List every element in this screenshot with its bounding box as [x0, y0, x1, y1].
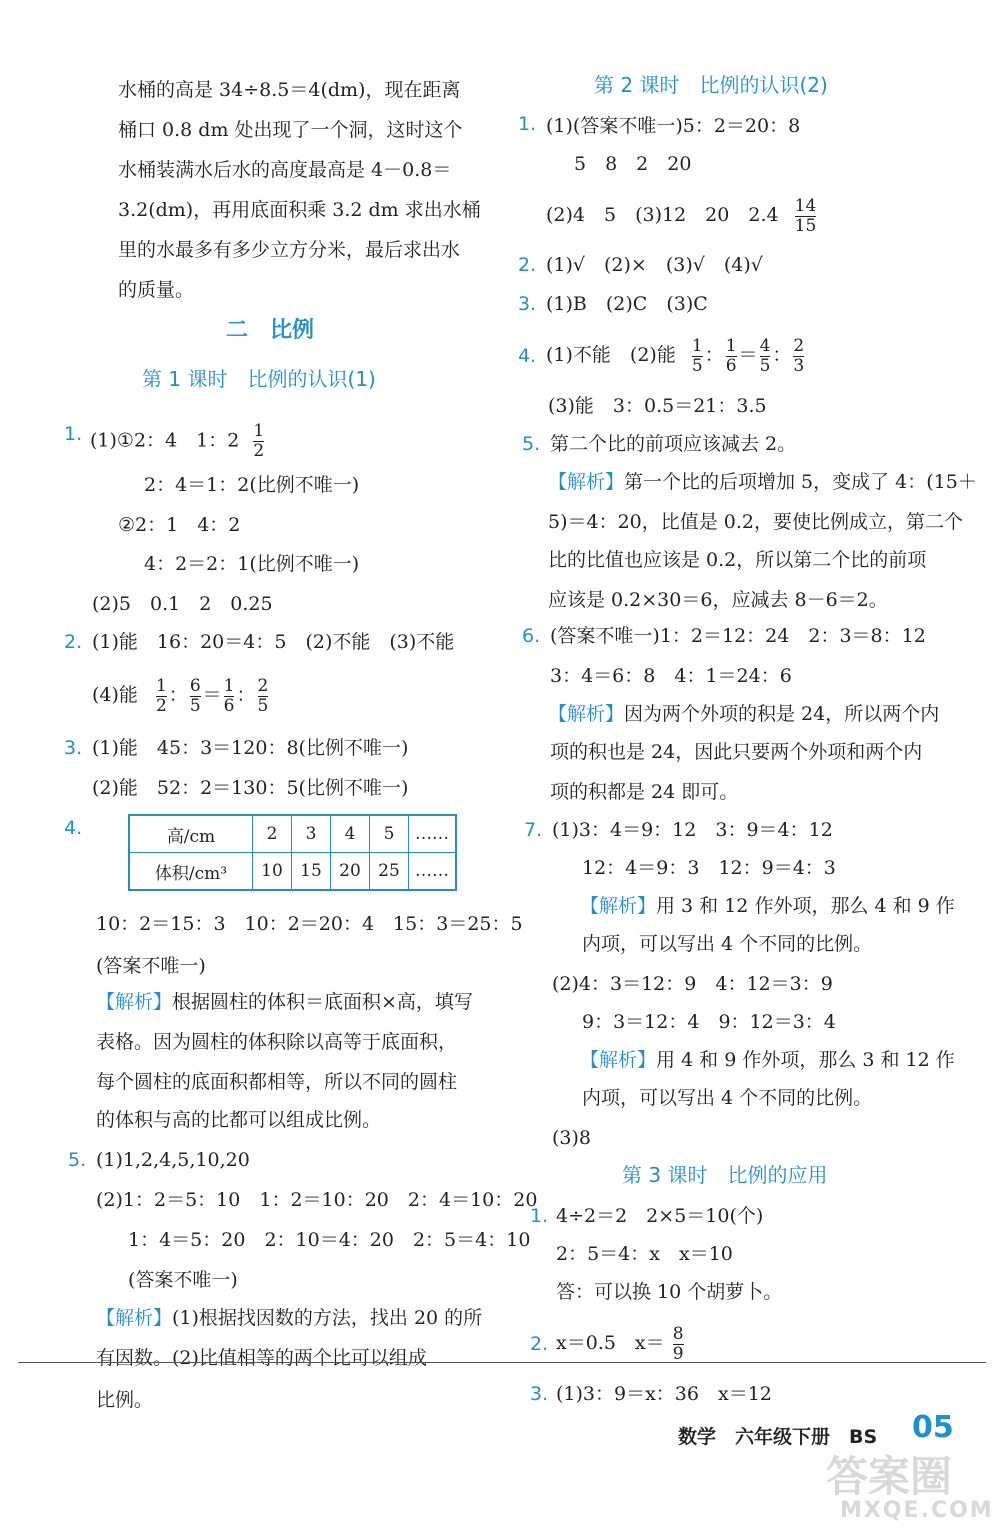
- question-number: 5.: [522, 433, 541, 455]
- lesson-title: 第 3 课时 比例的应用: [622, 1163, 828, 1187]
- question-number: 2.: [518, 254, 537, 276]
- answer-text: (1)①2：4 1：2: [90, 429, 240, 452]
- answer-line: 12：4＝9：3 12：9＝4：3: [582, 857, 836, 879]
- explanation-line: 表格。因为圆柱的体积除以高等于底面积，: [96, 1031, 458, 1053]
- height-volume-table: [128, 814, 457, 891]
- answer-line: 4÷2＝2 2×5＝10(个): [556, 1205, 764, 1227]
- answer-line: (3)8: [552, 1127, 592, 1149]
- fraction: $\frac{8}{9}$: [672, 1323, 684, 1364]
- lesson-title: 第 1 课时 比例的认识(1): [142, 367, 376, 391]
- question-number: 7.: [524, 819, 543, 841]
- question-number: 3.: [530, 1383, 549, 1405]
- explanation-line: 【解析】(1)根据找因数的方法，找出 20 的所: [96, 1307, 483, 1329]
- fraction: $\frac{4}{5}$: [759, 335, 771, 376]
- answer-line: 第二个比的前项应该减去 2。: [550, 433, 797, 455]
- footer-subject: 数学 六年级下册 BS: [678, 1426, 878, 1448]
- text-line: 桶口 0.8 dm 处出现了一个洞，这时这个: [118, 119, 463, 141]
- answer-text: (1)不能 (2)能: [546, 344, 676, 366]
- question-number: 5.: [68, 1149, 87, 1171]
- answer-line: (2)4：3＝12：9 4：12＝3：9: [552, 973, 833, 995]
- answer-line: (答案不唯一)1：2＝12：24 2：3＝8：12: [550, 625, 926, 647]
- table-row: 高/cm 2 3 4 5 ……: [129, 815, 456, 853]
- answer-line: (1)不能 (2)能 $\frac{1}{5}$ ： $\frac{1}{6}$ ＝ $\frac{4}{5}$ ： $\frac{2}{3}$: [546, 335, 805, 376]
- fraction: $\frac{1}{6}$: [725, 335, 737, 376]
- explanation-line: 比的比值也应该是 0.2，所以第二个比的前项: [548, 549, 927, 571]
- answer-line: (1)B (2)C (3)C: [546, 293, 708, 315]
- answer-line: (答案不唯一): [128, 1269, 238, 1291]
- explanation-line: 【解析】因为两个外项的积是 24，所以两个内: [548, 703, 940, 725]
- explanation-line: 的体积与高的比都可以组成比例。: [96, 1109, 382, 1131]
- question-number: 2.: [64, 631, 83, 653]
- answer-line: 2：5＝4：x x＝10: [556, 1243, 733, 1265]
- analysis-tag: 【解析】: [548, 471, 625, 493]
- watermark-logo: 答案圈: [826, 1452, 953, 1501]
- text-line: 3.2(dm)，再用底面积乘 3.2 dm 求出水桶: [118, 199, 481, 221]
- analysis-tag: 【解析】: [96, 1307, 173, 1329]
- answer-text: x＝0.5 x＝: [556, 1332, 665, 1354]
- answer-line: (4)能 $\frac{1}{2}$ ： $\frac{6}{5}$ ＝ $\frac{1}{6}$ ： $\frac{2}{5}$: [92, 675, 269, 716]
- answer-line: (1)3：4＝9：12 3：9＝4：12: [552, 819, 833, 841]
- explanation-line: 【解析】用 4 和 9 作外项，那么 3 和 12 作: [580, 1049, 955, 1071]
- answer-line: 3：4＝6：8 4：1＝24：6: [550, 665, 792, 687]
- explanation-line: 内项，可以写出 4 个不同的比例。: [582, 933, 873, 955]
- answer-line: 答：可以换 10 个胡萝卜。: [556, 1281, 783, 1303]
- analysis-tag: 【解析】: [96, 991, 173, 1013]
- question-number: 3.: [64, 737, 83, 759]
- fraction: $\frac{1}{2}$: [155, 675, 167, 716]
- answer-text: (4)能: [92, 684, 138, 706]
- fraction: $\frac{2}{5}$: [257, 675, 269, 716]
- fraction: $\frac{1}{5}$: [691, 335, 703, 376]
- table-row: 体积/cm³ 10 15 20 25 ……: [129, 853, 456, 891]
- answer-line: [556, 1320, 686, 1366]
- answer-line: 2：4＝1：2(比例不唯一): [144, 474, 360, 496]
- answer-line: [90, 422, 266, 461]
- page-number: 05: [912, 1410, 954, 1445]
- explanation-line: 5)＝4：20，比值是 0.2，要使比例成立，第二个: [548, 511, 964, 533]
- text-line: 里的水最多有多少立方分米，最后求出水: [118, 239, 461, 261]
- fraction: $\frac{2}{3}$: [793, 335, 805, 376]
- answer-line: 10：2＝15：3 10：2＝20：4 15：3＝25：5: [96, 913, 523, 935]
- fraction: $\frac{1}{2}$: [253, 421, 265, 461]
- answer-line: (1)3：9＝x：36 x＝12: [556, 1383, 772, 1405]
- text-line: 水桶的高是 34÷8.5＝4(dm)，现在距离: [118, 79, 461, 101]
- answer-line: (1)1,2,4,5,10,20: [96, 1149, 250, 1171]
- answer-line: (2)能 52：2＝130：5(比例不唯一): [92, 777, 409, 799]
- explanation-line: 【解析】用 3 和 12 作外项，那么 4 和 9 作: [580, 895, 955, 917]
- answer-line: (答案不唯一): [96, 955, 206, 977]
- answer-line: ②2：1 4：2: [118, 514, 241, 536]
- answer-line: (1)√ (2)× (3)√ (4)√: [546, 254, 763, 276]
- answer-line: (1)(答案不唯一)5：2＝20：8: [546, 115, 801, 137]
- answer-line: 4：2＝2：1(比例不唯一): [144, 553, 360, 575]
- text-line: 水桶装满水后水的高度最高是 4－0.8＝: [118, 159, 452, 181]
- fraction: $\frac{14}{15}$: [794, 195, 817, 236]
- question-number: 2.: [530, 1333, 549, 1355]
- answer-line: (2)1：2＝5：10 1：2＝10：20 2：4＝10：20: [96, 1189, 538, 1211]
- answer-line: 1：4＝5：20 2：10＝4：20 2：5＝4：10: [128, 1229, 531, 1251]
- fraction: $\frac{6}{5}$: [189, 675, 201, 716]
- answer-line: (1)能 45：3＝120：8(比例不唯一): [92, 737, 409, 759]
- divider: [18, 1362, 986, 1363]
- analysis-tag: 【解析】: [580, 895, 657, 917]
- question-number: 4.: [64, 817, 83, 839]
- explanation-line: 项的积都是 24 即可。: [550, 781, 739, 803]
- explanation-line: 内项，可以写出 4 个不同的比例。: [582, 1087, 873, 1109]
- lesson-title: 第 2 课时 比例的认识(2): [594, 73, 828, 97]
- answer-line: (3)能 3：0.5＝21：3.5: [548, 395, 767, 417]
- explanation-line: 项的积也是 24，因此只要两个外项和两个内: [550, 741, 923, 763]
- explanation-line: 比例。: [96, 1389, 154, 1411]
- question-number: 1.: [64, 423, 83, 445]
- question-number: 1.: [518, 113, 537, 135]
- text-line: 的质量。: [118, 279, 195, 301]
- question-number: 1.: [530, 1205, 549, 1227]
- explanation-line: 有因数。(2)比值相等的两个比可以组成: [96, 1347, 427, 1369]
- question-number: 4.: [518, 345, 537, 367]
- analysis-tag: 【解析】: [580, 1049, 657, 1071]
- fraction: $\frac{1}{6}$: [223, 675, 235, 716]
- answer-line: (1)能 16：20＝4：5 (2)不能 (3)不能: [92, 631, 455, 653]
- answer-line: (2)5 0.1 2 0.25: [92, 593, 273, 615]
- section-title: 二 比例: [226, 318, 315, 343]
- explanation-line: 【解析】第一个比的后项增加 5，变成了 4：(15＋: [548, 471, 977, 493]
- question-number: 3.: [518, 293, 537, 315]
- explanation-line: 【解析】根据圆柱的体积＝底面积×高，填写: [96, 991, 473, 1013]
- answer-text: (2)4 5 (3)12 20 2.4: [546, 204, 779, 226]
- answer-line: [546, 192, 818, 238]
- analysis-tag: 【解析】: [548, 703, 625, 725]
- watermark-url: MXQE.COM: [840, 1498, 994, 1523]
- question-number: 6.: [522, 625, 541, 647]
- explanation-line: 应该是 0.2×30＝6，应减去 8－6＝2。: [548, 589, 888, 611]
- explanation-line: 每个圆柱的底面积都相等，所以不同的圆柱: [96, 1071, 458, 1093]
- answer-line: 9：3＝12：4 9：12＝3：4: [582, 1011, 836, 1033]
- answer-line: 5 8 2 20: [574, 153, 692, 175]
